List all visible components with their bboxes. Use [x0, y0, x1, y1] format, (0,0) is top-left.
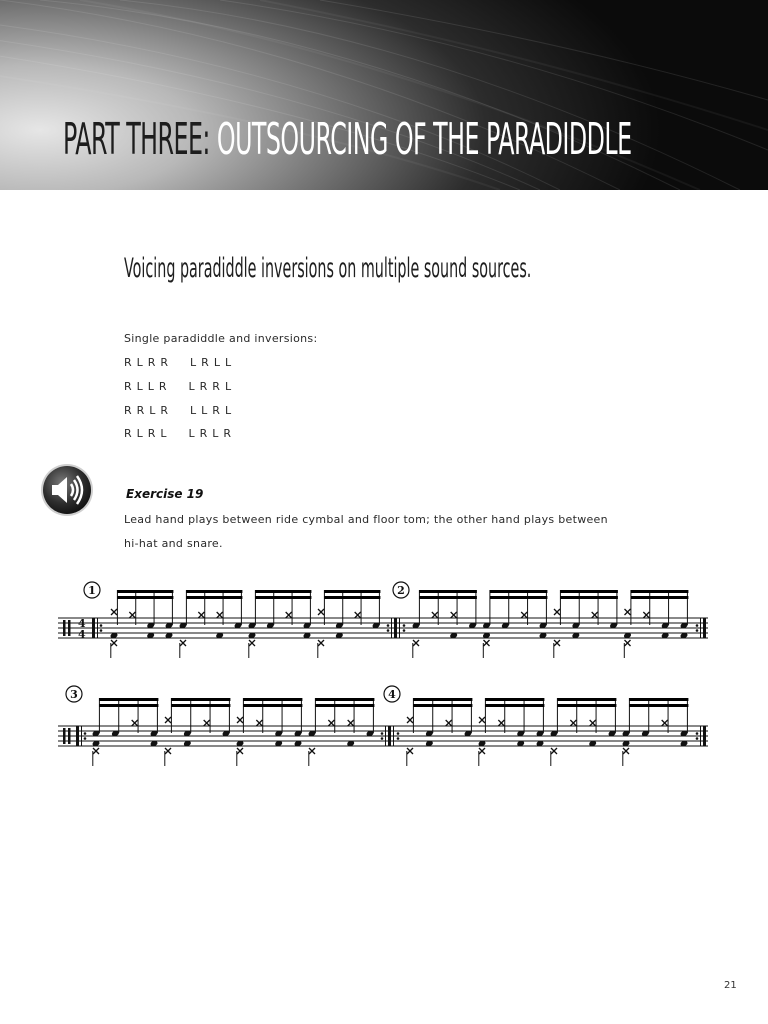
notation-staff-system-1: [0, 570, 768, 670]
beam: [117, 590, 173, 593]
measure-number-3: 3: [70, 688, 78, 701]
measure-number-2: 2: [397, 584, 405, 597]
chapter-title: [63, 108, 632, 172]
chapter-section-title: OUTSOURCING OF THE PARADIDDLE: [216, 114, 632, 165]
page-number: 21: [724, 980, 737, 991]
beam: [629, 698, 688, 701]
speaker-icon: [40, 463, 94, 517]
beam: [557, 698, 616, 701]
staff-lines: [58, 618, 708, 638]
exercise-title: Exercise 19: [126, 487, 204, 501]
beam: [560, 590, 618, 593]
beam: [560, 596, 618, 599]
exercise-description-line-1: Lead hand plays between ride cymbal and floor tom; the other hand plays between: [124, 513, 608, 526]
beam: [413, 698, 472, 701]
beam: [631, 590, 689, 593]
beam: [117, 596, 173, 599]
measure-number-2-circle: [393, 582, 409, 598]
measure-number-1-circle: [84, 582, 100, 598]
beam: [324, 590, 380, 593]
intro-label: Single paradiddle and inversions:: [124, 332, 318, 345]
beam: [255, 596, 311, 599]
chapter-banner: [0, 0, 768, 190]
beam: [485, 704, 544, 707]
beam: [485, 698, 544, 701]
beam: [490, 596, 548, 599]
beam: [255, 590, 311, 593]
exercise-description-line-2: hi-hat and snare.: [124, 537, 223, 550]
page-subtitle: Voicing paradiddle inversions on multiple sound sources.: [124, 253, 532, 284]
beam: [419, 590, 477, 593]
measure-number-4: 4: [388, 688, 396, 701]
beam: [186, 596, 242, 599]
measure-number-1: 1: [88, 584, 96, 597]
beam: [629, 704, 688, 707]
beam: [631, 596, 689, 599]
beam: [419, 596, 477, 599]
sticking-line-4: RLRL LRLR: [124, 427, 237, 440]
beam: [171, 698, 230, 701]
beam: [413, 704, 472, 707]
beam: [186, 590, 242, 593]
time-signature: [78, 617, 86, 641]
notation-staff-system-2: [0, 678, 768, 778]
chapter-part-label: PART THREE:: [63, 114, 210, 165]
time-signature-bottom: 4: [78, 628, 86, 641]
beam: [324, 596, 380, 599]
beam: [171, 704, 230, 707]
beam: [99, 704, 158, 707]
beam: [243, 704, 302, 707]
sticking-line-2: RLLR LRRL: [124, 380, 237, 393]
time-signature-top: 4: [78, 617, 86, 630]
beam: [243, 698, 302, 701]
measure-number-3-circle: [66, 686, 82, 702]
beam: [490, 590, 548, 593]
beam: [557, 704, 616, 707]
measure-number-4-circle: [384, 686, 400, 702]
beam: [99, 698, 158, 701]
sticking-line-3: RRLR LLRL: [124, 404, 237, 417]
audio-play-button[interactable]: [40, 463, 94, 517]
sticking-line-1: RLRR LRLL: [124, 356, 237, 369]
beam: [315, 704, 374, 707]
beam: [315, 698, 374, 701]
